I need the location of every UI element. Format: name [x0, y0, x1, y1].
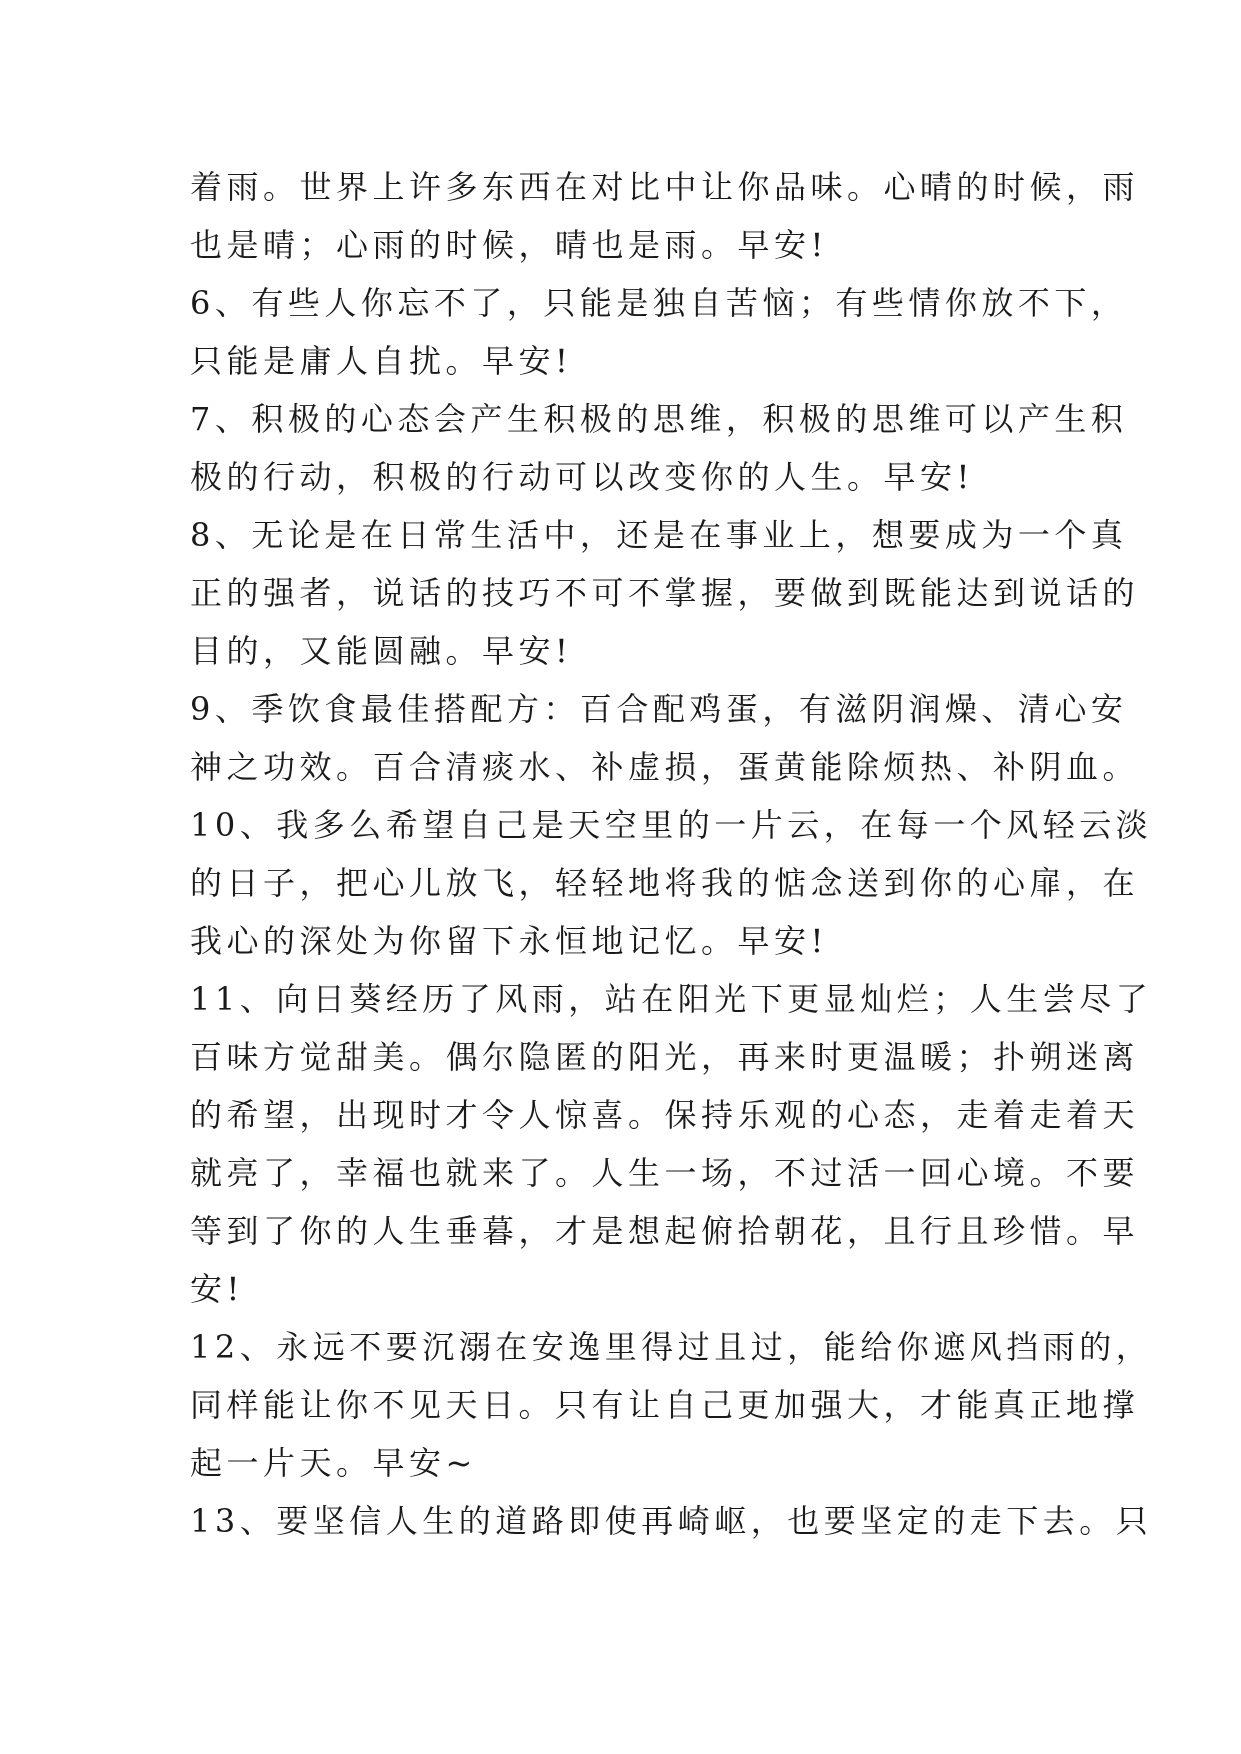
text-line: 同样能让你不见天日。只有让自己更加强大，才能真正地撑	[190, 1386, 1140, 1424]
text-line: 13、要坚信人生的道路即使再崎岖，也要坚定的走下去。只	[190, 1502, 1153, 1540]
text-line: 7、积极的心态会产生积极的思维，积极的思维可以产生积	[190, 400, 1128, 438]
text-line: 8、无论是在日常生活中，还是在事业上，想要成为一个真	[190, 516, 1128, 554]
text-line: 安!	[190, 1270, 244, 1308]
text-line: 也是晴；心雨的时候，晴也是雨。早安!	[190, 226, 828, 264]
text-line: 12、永远不要沉溺在安逸里得过且过，能给你遮风挡雨的，	[190, 1328, 1153, 1366]
text-line: 着雨。世界上许多东西在对比中让你品味。心晴的时候，雨	[190, 168, 1140, 206]
text-line: 就亮了，幸福也就来了。人生一场，不过活一回心境。不要	[190, 1154, 1140, 1192]
text-line: 正的强者，说话的技巧不可不掌握，要做到既能达到说话的	[190, 574, 1140, 612]
text-line: 9、季饮食最佳搭配方：百合配鸡蛋，有滋阴润燥、清心安	[190, 690, 1128, 728]
text-line: 11、向日葵经历了风雨，站在阳光下更显灿烂；人生尝尽了	[190, 980, 1153, 1018]
text-line: 10、我多么希望自己是天空里的一片云，在每一个风轻云淡	[190, 806, 1153, 844]
text-line: 的希望，出现时才令人惊喜。保持乐观的心态，走着走着天	[190, 1096, 1140, 1134]
text-line: 目的，又能圆融。早安!	[190, 632, 573, 670]
text-line: 6、有些人你忘不了，只能是独自苦恼；有些情你放不下，	[190, 284, 1128, 322]
text-line: 的日子，把心儿放飞，轻轻地将我的惦念送到你的心扉，在	[190, 864, 1140, 902]
text-line: 神之功效。百合清痰水、补虚损，蛋黄能除烦热、补阴血。	[190, 748, 1140, 786]
text-line: 起一片天。早安~	[190, 1444, 477, 1482]
text-line: 我心的深处为你留下永恒地记忆。早安!	[190, 922, 828, 960]
text-line: 等到了你的人生垂暮，才是想起俯拾朝花，且行且珍惜。早	[190, 1212, 1140, 1250]
document-text-body	[190, 158, 1153, 1550]
text-line: 百味方觉甜美。偶尔隐匿的阳光，再来时更温暖；扑朔迷离	[190, 1038, 1140, 1076]
text-line: 极的行动，积极的行动可以改变你的人生。早安!	[190, 458, 974, 496]
text-line: 只能是庸人自扰。早安!	[190, 342, 573, 380]
